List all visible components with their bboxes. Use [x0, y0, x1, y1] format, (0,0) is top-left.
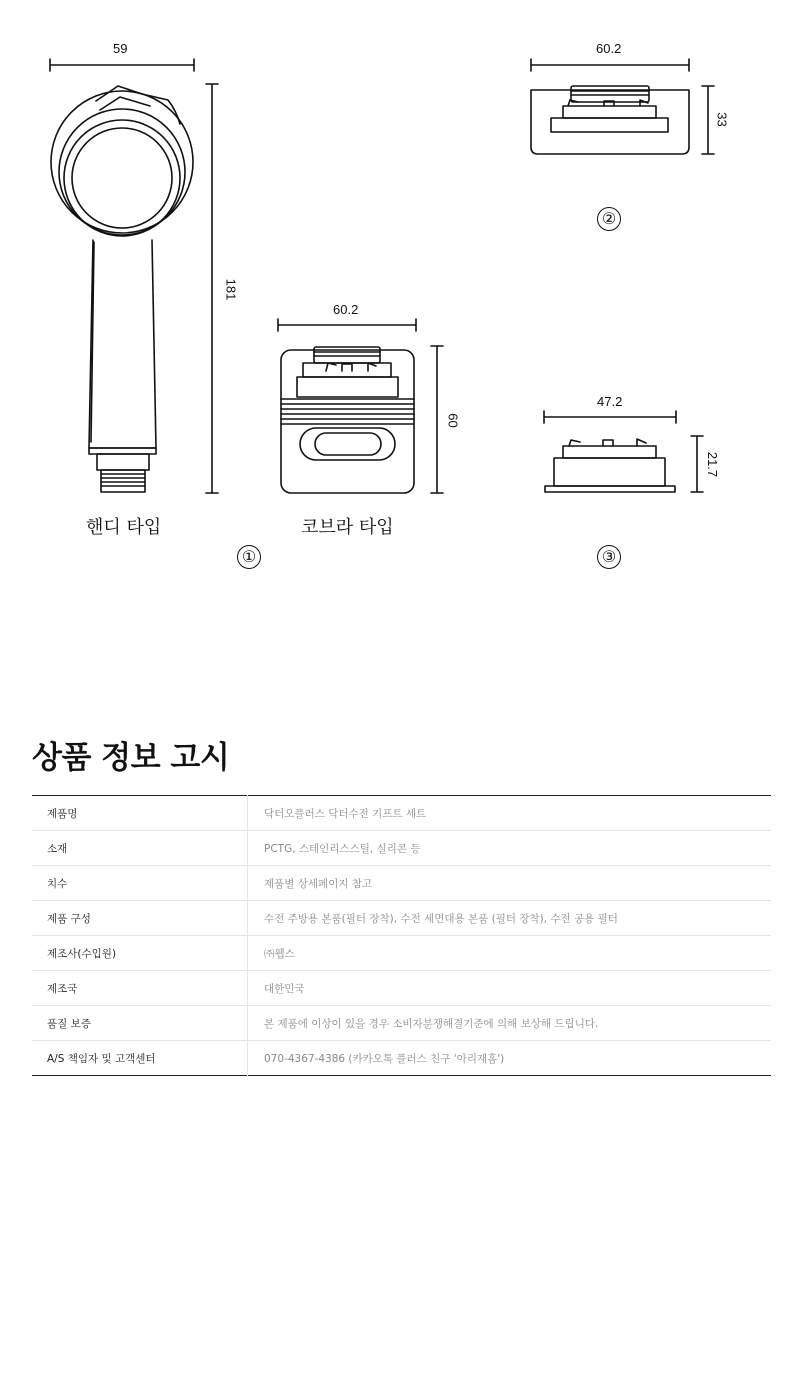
row-label: 제조국	[32, 971, 248, 1006]
row-label: 제조사(수입원)	[32, 936, 248, 971]
table-row	[32, 1041, 771, 1076]
handy-height-label: 181	[223, 278, 239, 301]
row-value: 제품별 상세페이지 참고	[248, 866, 772, 901]
table-row	[32, 866, 771, 901]
handy-width-dimension	[50, 59, 194, 71]
row-label: 제품 구성	[32, 901, 248, 936]
row-label: A/S 책임자 및 고객센터	[32, 1041, 248, 1076]
row-value: 닥터오플러스 닥터수전 기프트 세트	[248, 796, 772, 831]
dimension-drawing	[0, 0, 800, 600]
row-value: 대한민국	[248, 971, 772, 1006]
cobra-width-dimension	[278, 319, 416, 331]
cobra-type-drawing	[281, 347, 414, 493]
table-row	[32, 831, 771, 866]
handy-height-dimension	[206, 84, 218, 493]
cobra-height-dimension	[431, 346, 443, 493]
part2-height-dimension	[702, 86, 714, 154]
row-label: 치수	[32, 866, 248, 901]
part3-height-label: 21.7	[705, 451, 721, 478]
handy-width-label: 59	[113, 41, 128, 56]
part3-width-label: 47.2	[597, 394, 623, 409]
part2-width-dimension	[531, 59, 689, 71]
part3-number: ③	[597, 545, 621, 569]
group1-number: ①	[237, 545, 261, 569]
row-label: 품질 보증	[32, 1006, 248, 1041]
cobra-width-label: 60.2	[333, 302, 359, 317]
row-value: 070-4367-4386 (카카오톡 플러스 친구 '아리재홈')	[264, 1052, 505, 1065]
part2-drawing	[531, 86, 689, 154]
row-label: 제품명	[32, 796, 248, 831]
row-value: 본 제품에 이상이 있을 경우 소비자분쟁해결기준에 의해 보상해 드립니다.	[248, 1006, 772, 1041]
part2-number: ②	[597, 207, 621, 231]
row-value: 수전 주방용 본품(필터 장착), 수전 세면대용 본품 (필터 장착), 수전 공용 필터	[248, 901, 772, 936]
part3-drawing	[545, 439, 675, 492]
cobra-height-label: 60	[445, 413, 461, 428]
row-label: 소재	[32, 831, 248, 866]
handy-type-drawing	[51, 86, 193, 492]
row-value: PCTG, 스테인리스스틸, 실리콘 등	[248, 831, 772, 866]
handy-type-caption: 핸디 타입	[86, 517, 162, 538]
part2-height-label: 33	[714, 112, 730, 127]
row-value: ㈜웹스	[248, 936, 772, 971]
part3-height-dimension	[691, 436, 703, 492]
part2-width-label: 60.2	[596, 41, 622, 56]
notice-table	[32, 795, 771, 1076]
table-row	[32, 971, 771, 1006]
table-row	[32, 1006, 771, 1041]
cobra-type-caption: 코브라 타입	[301, 517, 394, 538]
notice-title: 상품 정보 고시	[32, 740, 230, 776]
table-row	[32, 901, 771, 936]
table-row	[32, 936, 771, 971]
part3-width-dimension	[544, 411, 676, 423]
table-row	[32, 796, 771, 831]
